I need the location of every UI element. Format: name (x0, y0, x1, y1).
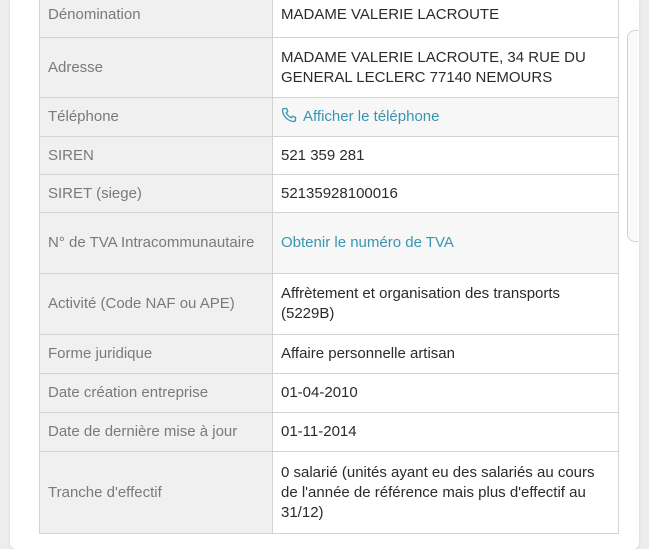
phone-cell (273, 98, 619, 137)
phone-icon (281, 107, 297, 123)
row-label: Date création entreprise (40, 374, 273, 413)
row-label: SIRET (siege) (40, 175, 273, 213)
table-row-siret (40, 175, 619, 213)
table-row-date-creation (40, 374, 619, 413)
table-row-denomination (40, 0, 619, 38)
table-row-adresse (40, 38, 619, 98)
row-label: Date de dernière mise à jour (40, 413, 273, 452)
row-value: Affaire personnelle artisan (273, 335, 619, 374)
row-value: 01-04-2010 (273, 374, 619, 413)
table-row-siren (40, 137, 619, 175)
scrollbar[interactable] (627, 30, 638, 242)
show-phone-link[interactable] (281, 108, 440, 125)
row-value: 01-11-2014 (273, 413, 619, 452)
table-row-date-maj (40, 413, 619, 452)
row-value: 52135928100016 (273, 175, 619, 213)
table-row-telephone (40, 98, 619, 137)
table-row-tva (40, 213, 619, 274)
company-info-table (39, 0, 619, 534)
table-row-forme-juridique (40, 335, 619, 374)
show-phone-label: Afficher le téléphone (303, 108, 440, 125)
row-value: MADAME VALERIE LACROUTE, 34 RUE DU GENERAL LECLERC 77140 NEMOURS (273, 38, 619, 98)
row-value: 521 359 281 (273, 137, 619, 175)
row-label: Forme juridique (40, 335, 273, 374)
table-row-tranche-effectif (40, 452, 619, 534)
row-label: Tranche d'effectif (40, 452, 273, 534)
row-label: Adresse (40, 38, 273, 98)
row-value: Affrètement et organisation des transports (5229B) (273, 274, 619, 335)
row-label: SIREN (40, 137, 273, 175)
row-value: MADAME VALERIE LACROUTE (273, 0, 619, 38)
row-value: 0 salarié (unités ayant eu des salariés au cours de l'année de référence mais plus d'effectif au 31/12) (273, 452, 619, 534)
row-label: Activité (Code NAF ou APE) (40, 274, 273, 335)
company-info-card (10, 0, 639, 549)
row-label: Téléphone (40, 98, 273, 137)
table-row-activite (40, 274, 619, 335)
get-vat-number-link[interactable]: Obtenir le numéro de TVA (281, 234, 454, 251)
row-label: N° de TVA Intracommunautaire (40, 213, 273, 274)
row-label: Dénomination (40, 0, 273, 38)
tva-cell (273, 213, 619, 274)
